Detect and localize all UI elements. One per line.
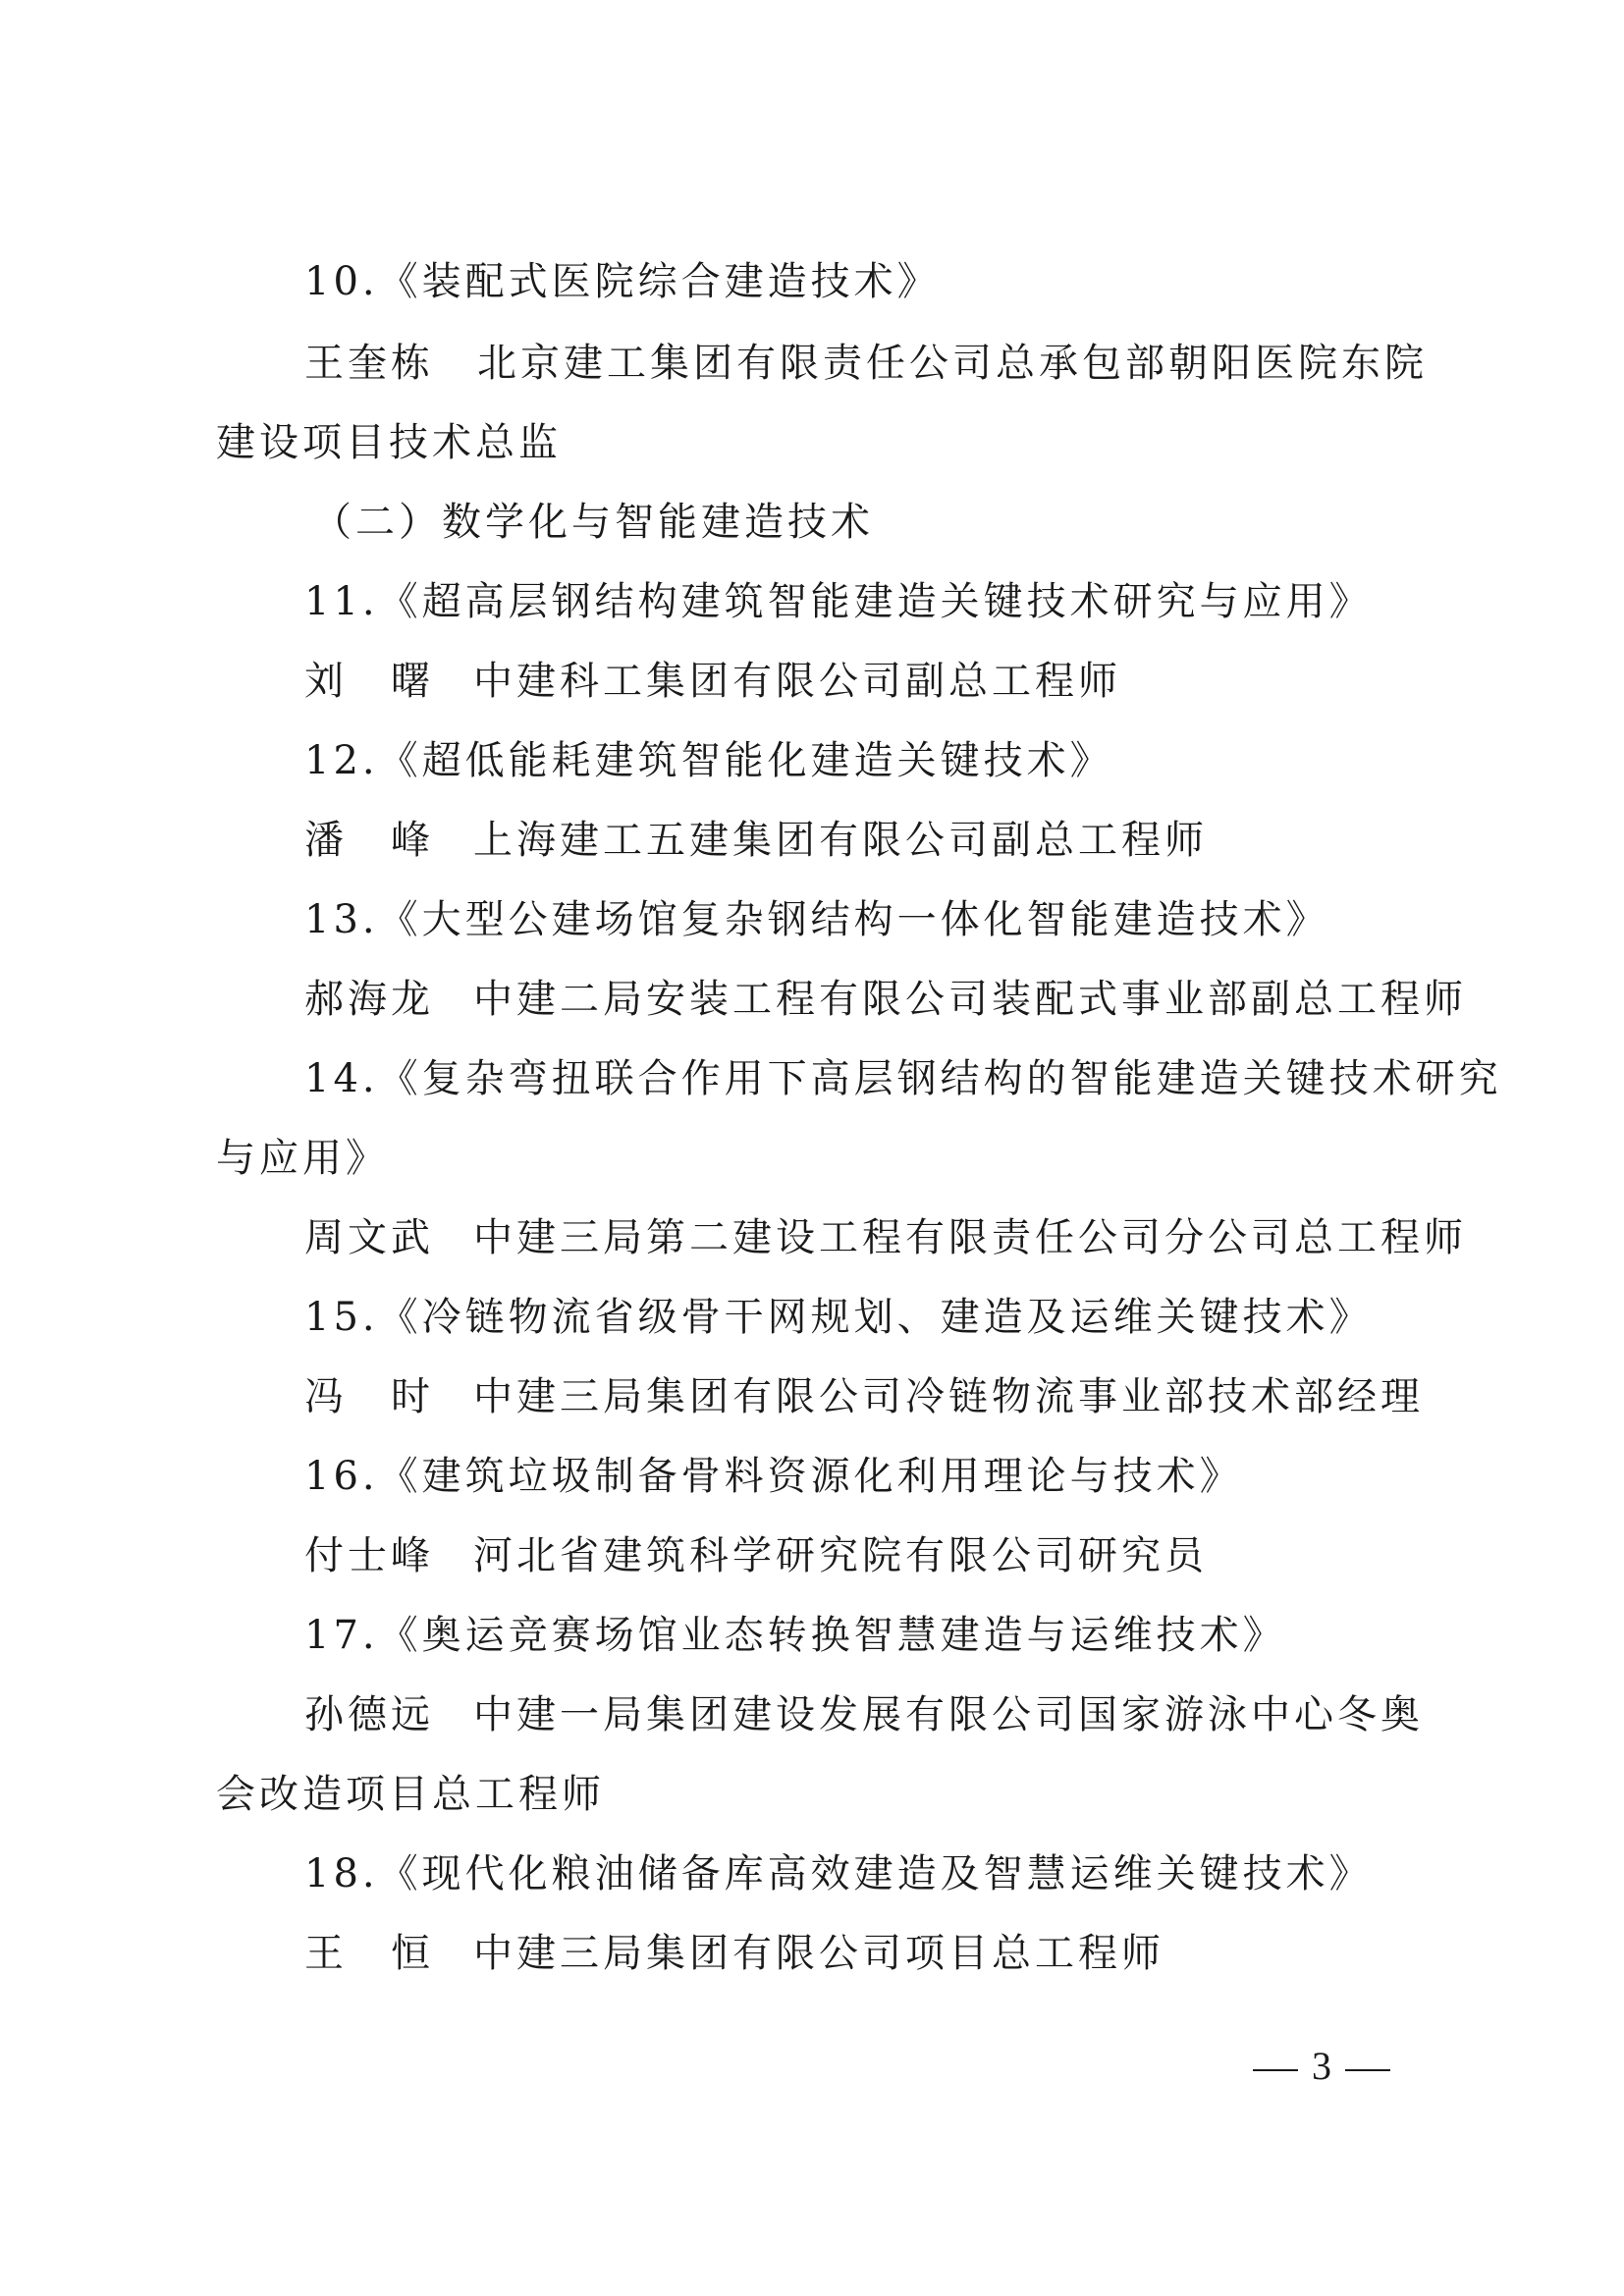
entry-12-org: 上海建工五建集团有限公司副总工程师 [473,818,1208,863]
entry-16-author [304,1531,1208,1580]
entry-17-title: 17.《奥运竞赛场馆业态转换智慧建造与运维技术》 [304,1613,1286,1658]
entry-13-org: 中建二局安装工程有限公司装配式事业部副总工程师 [473,977,1467,1022]
entry-13-name: 郝海龙 [304,977,434,1022]
dash-left [1253,2069,1298,2071]
entry-16-org: 河北省建筑科学研究院有限公司研究员 [473,1533,1208,1578]
page-number-value: 3 [1312,2044,1331,2088]
dash-right [1345,2069,1390,2071]
entry-13-title: 13.《大型公建场馆复杂钢结构一体化智能建造技术》 [304,897,1329,942]
entry-11-org: 中建科工集团有限公司副总工程师 [473,659,1121,704]
entry-17-author-line1 [304,1690,1424,1739]
section-heading: （二）数学化与智能建造技术 [312,500,874,545]
entry-14-title-line1: 14.《复杂弯扭联合作用下高层钢结构的智能建造关键技术研究 [304,1056,1502,1101]
entry-11-author [304,657,1121,706]
entry-11-name: 刘 曙 [304,659,434,704]
entry-10-author-line1: 王奎栋 北京建工集团有限责任公司总承包部朝阳医院东院 [304,341,1428,386]
entry-12-title: 12.《超低能耗建筑智能化建造关键技术》 [304,738,1113,783]
entry-10-author-line2: 建设项目技术总监 [216,420,562,465]
entry-18-title: 18.《现代化粮油储备库高效建造及智慧运维关键技术》 [304,1851,1373,1896]
entry-14-title-line2: 与应用》 [216,1136,389,1181]
entry-11-title: 11.《超高层钢结构建筑智能建造关键技术研究与应用》 [304,579,1373,624]
entry-10-title: 10.《装配式医院综合建造技术》 [304,259,941,304]
entry-14-org: 中建三局第二建设工程有限责任公司分公司总工程师 [473,1215,1467,1260]
entry-15-name: 冯 时 [304,1374,434,1419]
entry-17-org-line1: 中建一局集团建设发展有限公司国家游泳中心冬奥 [473,1692,1424,1737]
entry-16-title: 16.《建筑垃圾制备骨料资源化利用理论与技术》 [304,1454,1243,1499]
entry-13-author [304,975,1467,1024]
entry-15-author [304,1372,1424,1421]
entry-14-name: 周文武 [304,1215,434,1260]
entry-15-org: 中建三局集团有限公司冷链物流事业部技术部经理 [473,1374,1424,1419]
entry-17-org-line2: 会改造项目总工程师 [216,1772,605,1817]
entry-15-title: 15.《冷链物流省级骨干网规划、建造及运维关键技术》 [304,1295,1373,1340]
entry-12-name: 潘 峰 [304,818,434,863]
page-number [1239,2042,1404,2091]
entry-18-author [304,1929,1164,1978]
entry-18-org: 中建三局集团有限公司项目总工程师 [473,1931,1164,1976]
entry-17-name: 孙德远 [304,1692,434,1737]
entry-16-name: 付士峰 [304,1533,434,1578]
entry-18-name: 王 恒 [304,1931,434,1976]
entry-14-author [304,1213,1467,1262]
entry-12-author [304,816,1208,865]
